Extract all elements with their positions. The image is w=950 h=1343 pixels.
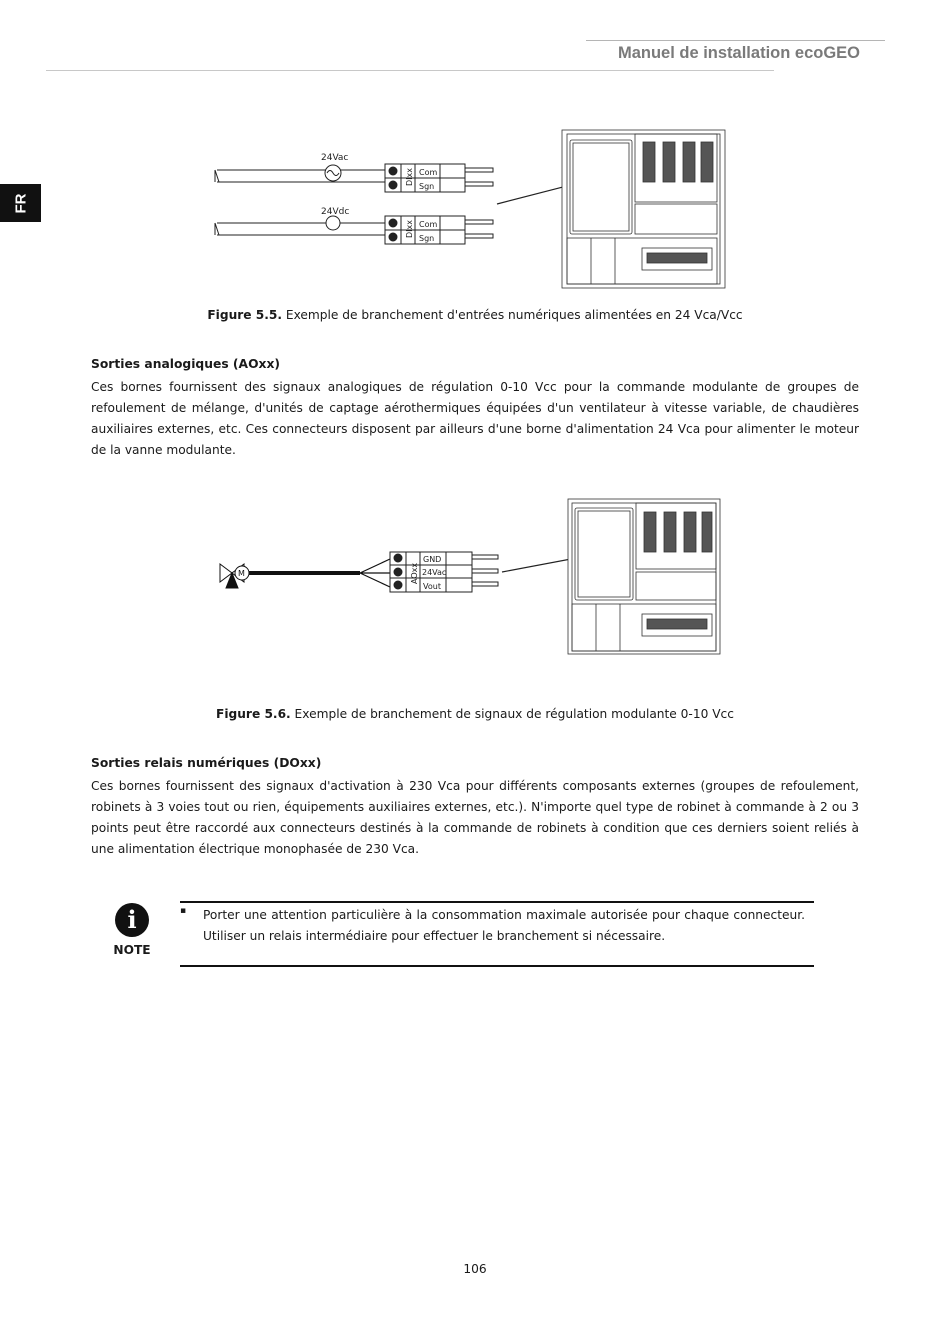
signal-cable	[249, 559, 390, 587]
terminal-com-ac: Com	[419, 168, 438, 177]
header-rule	[46, 70, 774, 71]
page-number: 106	[463, 1262, 487, 1276]
section-title-do: Sorties relais numériques (DOxx)	[91, 756, 322, 770]
note-text: Porter une attention particulière à la consommation maximale autorisée pour chaque connecteur. Utiliser un relais intermédiaire pour effectuer le branchement si nécessaire.	[203, 908, 805, 943]
page-header-title: Manuel de installation ecoGEO	[617, 44, 860, 62]
terminal-vout: Vout	[423, 582, 441, 591]
terminal-com-dc: Com	[419, 220, 438, 229]
section-body-do: Ces bornes fournissent des signaux d'activation à 230 Vca pour différents composants externes (groupes de refoulement, robinets à 3 voies tout ou rien, équipements auxiliaires externes, etc.). N'importe quel type de robinet à commande à 2 ou 3 points peut être raccordé aux connecteurs destinés à la commande de robinets à condition que ces derniers soient reliés à une alimentation électrique monophasée de 230 Vca.	[91, 779, 859, 856]
figure-5-5-number: Figure 5.5.	[207, 308, 283, 322]
terminal-id-aoxx: AOxx	[410, 562, 419, 584]
wiring-24vac	[215, 165, 385, 182]
note-bullet: ▪	[180, 906, 187, 916]
controller-board	[568, 499, 720, 654]
modulating-valve-icon	[220, 564, 249, 588]
figure-5-5-caption-text: Exemple de branchement d'entrées numériques alimentées en 24 Vca/Vcc	[282, 308, 743, 322]
figure-5-5-caption	[0, 308, 950, 322]
figure-5-6-caption	[0, 707, 950, 721]
language-tab-label: FR	[12, 193, 29, 213]
wiring-24vdc	[215, 216, 385, 235]
note-label: NOTE	[113, 943, 151, 957]
label-24vdc: 24Vdc	[321, 207, 350, 217]
controller-board	[562, 130, 725, 288]
section-title-ao: Sorties analogiques (AOxx)	[91, 357, 281, 371]
language-tab	[0, 184, 41, 222]
terminal-id-dc: DIxx	[405, 220, 414, 238]
figure-5-5-diagram	[205, 120, 735, 295]
svg-text:M: M	[238, 569, 245, 578]
label-24vac: 24Vac	[321, 153, 349, 163]
terminal-sgn-ac: Sgn	[419, 182, 435, 191]
figure-5-6-number: Figure 5.6.	[216, 707, 291, 721]
terminal-block-dixx-dc	[385, 216, 493, 244]
figure-5-6-caption-text: Exemple de branchement de signaux de régulation modulante 0-10 Vcc	[290, 707, 734, 721]
terminal-block-dixx-ac	[385, 164, 493, 192]
terminal-id-ac: DIxx	[405, 168, 414, 186]
header-rule-top	[586, 40, 885, 41]
figure-5-6-diagram	[210, 494, 730, 659]
info-icon: i	[115, 903, 149, 937]
section-body-ao: Ces bornes fournissent des signaux analogiques de régulation 0-10 Vcc pour la commande modulante de groupes de refoulement de mélange, d'unités de captage aérothermiques équipées d'un ventilateur à vitesse variable, de chaudières auxiliaires externes, etc. Ces connecteurs disposent par ailleurs d'une borne d'alimentation 24 Vca pour alimenter le moteur de la vanne modulante.	[91, 380, 859, 457]
terminal-sgn-dc: Sgn	[419, 234, 435, 243]
terminal-24vac: 24Vac	[422, 568, 447, 577]
terminal-gnd: GND	[423, 555, 442, 564]
